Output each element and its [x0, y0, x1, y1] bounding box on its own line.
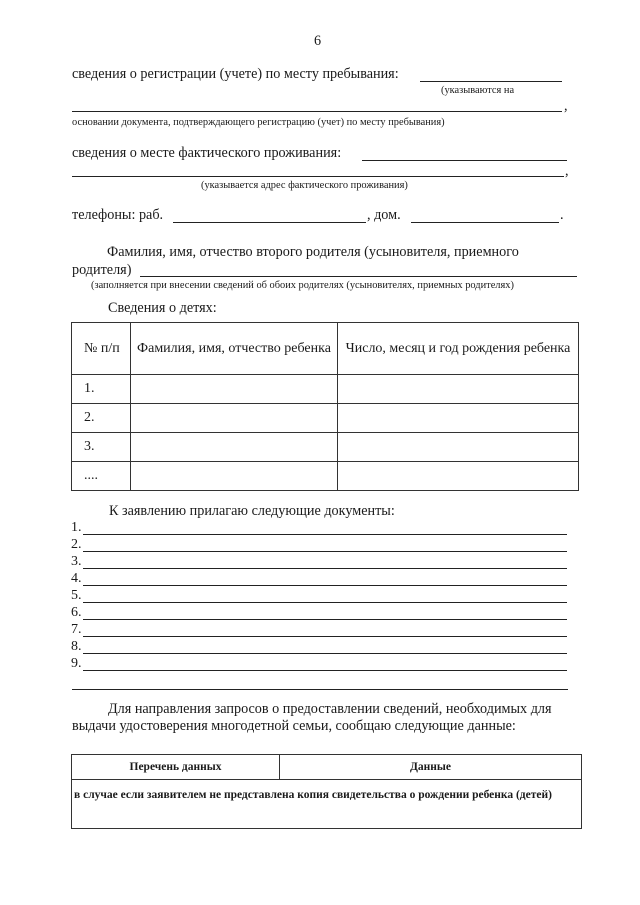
second-parent-line2: родителя) [72, 262, 132, 278]
residence-comma: , [565, 163, 569, 179]
documents-heading: К заявлению прилагаю следующие документы: [109, 503, 395, 519]
registration-input-line-1[interactable] [420, 81, 562, 82]
phone-work-field[interactable] [173, 222, 366, 223]
second-parent-line1: Фамилия, имя, отчество второго родителя (усыновителя, приемного [107, 244, 519, 260]
requests-line2: выдачи удостоверения многодетной семьи, сообщаю следующие данные: [72, 718, 516, 734]
list-item[interactable] [71, 553, 567, 570]
requests-table [71, 754, 582, 829]
list-item[interactable] [71, 604, 567, 621]
item-line [83, 653, 567, 654]
item-line [83, 568, 567, 569]
col-child-name: Фамилия, имя, отчество ребенка [131, 323, 338, 375]
child-name-cell[interactable] [131, 404, 338, 433]
child-name-cell[interactable] [131, 375, 338, 404]
table-row [72, 433, 579, 462]
phone-home-field[interactable] [411, 222, 559, 223]
child-birth-cell[interactable] [338, 404, 579, 433]
second-parent-hint: (заполняется при внесении сведений об обоих родителях (усыновителях, приемных родителях) [91, 280, 514, 291]
residence-hint: (указывается адрес фактического проживания) [201, 180, 408, 191]
requests-note [72, 780, 582, 829]
requests-line1: Для направления запросов о предоставлении сведений, необходимых для [108, 701, 552, 717]
table-row [72, 404, 579, 433]
page-number: 6 [314, 33, 322, 49]
item-number: 4. [71, 571, 82, 586]
item-line [83, 585, 567, 586]
list-item[interactable] [71, 570, 567, 587]
requests-table-header [72, 755, 582, 780]
item-number: 1. [71, 520, 82, 535]
documents-extra-line[interactable] [72, 689, 568, 690]
phones-end: . [560, 207, 564, 223]
residence-label: сведения о месте фактического проживания: [72, 145, 342, 161]
item-number: 8. [71, 639, 82, 654]
list-item[interactable] [71, 655, 567, 672]
registration-label: сведения о регистрации (учете) по месту пребывания: [72, 66, 399, 82]
item-number: 5. [71, 588, 82, 603]
item-line [83, 534, 567, 535]
child-birth-cell[interactable] [338, 375, 579, 404]
list-item[interactable] [71, 519, 567, 536]
child-name-cell[interactable] [131, 462, 338, 491]
child-birth-cell[interactable] [338, 462, 579, 491]
list-item[interactable] [71, 587, 567, 604]
list-item[interactable] [71, 536, 567, 553]
child-name-cell[interactable] [131, 433, 338, 462]
residence-input-line-2[interactable] [72, 176, 564, 177]
item-line [83, 670, 567, 671]
item-number: 7. [71, 622, 82, 637]
children-table-header [72, 323, 579, 375]
table-row [72, 375, 579, 404]
col-data-values: Данные [280, 755, 582, 780]
item-number: 6. [71, 605, 82, 620]
row-number: .... [72, 462, 131, 491]
list-item[interactable] [71, 638, 567, 655]
table-row [72, 462, 579, 491]
row-number: 1. [72, 375, 131, 404]
children-heading: Сведения о детях: [108, 300, 217, 316]
item-line [83, 619, 567, 620]
col-number: № п/п [72, 323, 131, 375]
col-birth-date: Число, месяц и год рождения ребенка [338, 323, 579, 375]
row-number: 3. [72, 433, 131, 462]
item-number: 3. [71, 554, 82, 569]
item-number: 2. [71, 537, 82, 552]
registration-hint-b: основании документа, подтверждающего регистрацию (учет) по месту пребывания) [72, 117, 445, 128]
row-number: 2. [72, 404, 131, 433]
table-row [72, 780, 582, 829]
residence-input-line-1[interactable] [362, 160, 567, 161]
second-parent-input-line[interactable] [140, 276, 577, 277]
list-item[interactable] [71, 621, 567, 638]
registration-comma: , [564, 98, 568, 114]
col-data-list: Перечень данных [72, 755, 280, 780]
phones-home-label: , дом. [367, 207, 401, 223]
registration-hint-a: (указываются на [441, 85, 515, 96]
item-line [83, 551, 567, 552]
item-number: 9. [71, 656, 82, 671]
child-birth-cell[interactable] [338, 433, 579, 462]
item-line [83, 636, 567, 637]
registration-input-line-2[interactable] [72, 111, 562, 112]
children-table [71, 322, 579, 491]
phones-work-label: телефоны: раб. [72, 207, 164, 223]
requests-note-text: в случае если заявителем не представлена копия свидетельства о рождении ребенка (детей) [74, 789, 552, 801]
item-line [83, 602, 567, 603]
